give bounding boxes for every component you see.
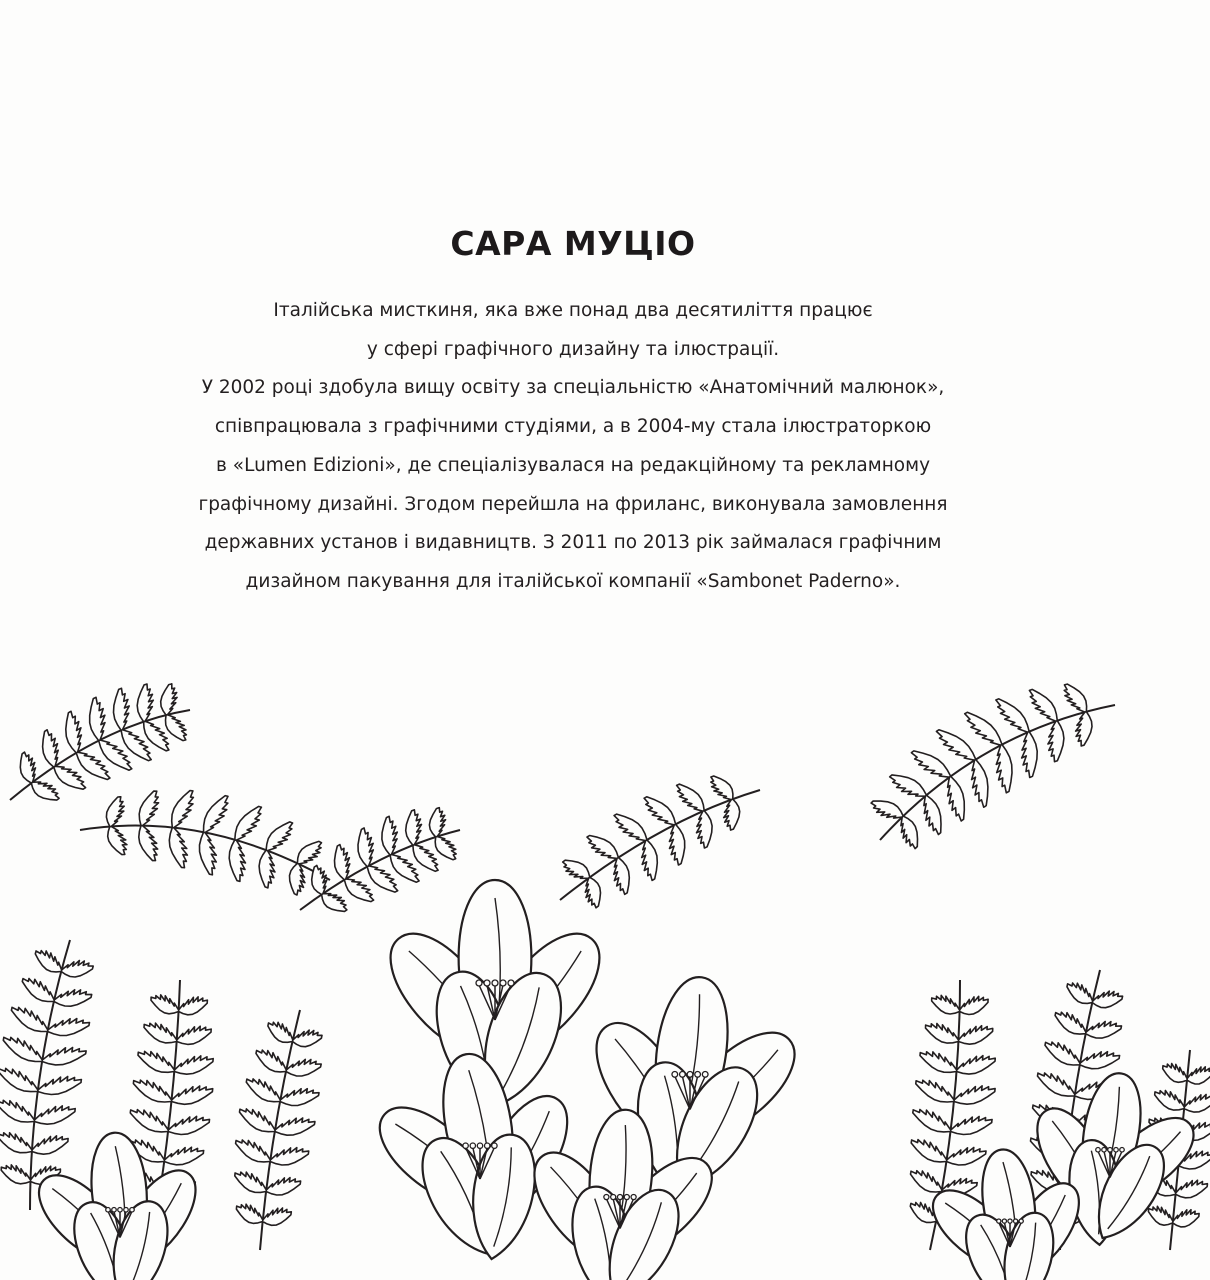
bio-line: в «Lumen Edizioni», де спеціалізувалася на редакційному та рекламному bbox=[215, 454, 931, 476]
stamen-tip bbox=[508, 980, 514, 986]
stamen-tip bbox=[1108, 1148, 1113, 1153]
stamen-tip bbox=[997, 1219, 1001, 1223]
bio-line: у сфері графічного дизайну та ілюстрації. bbox=[366, 338, 780, 360]
page-title: САРА МУЦІО bbox=[450, 224, 696, 263]
stamen-tip bbox=[1019, 1219, 1023, 1223]
bio-line: графічному дизайні. Згодом перейшла на фриланс, виконувала замовлення bbox=[198, 493, 948, 515]
stamen-tip bbox=[1002, 1219, 1006, 1223]
stamen-tip bbox=[477, 1143, 482, 1148]
stamen-tip bbox=[1102, 1148, 1107, 1153]
fern-frond bbox=[10, 684, 190, 800]
stamen-tip bbox=[124, 1208, 129, 1213]
fern-frond bbox=[300, 808, 460, 912]
stamen-tip bbox=[604, 1195, 609, 1200]
fern-and-flower-drawing bbox=[0, 650, 1210, 1280]
fern-frond bbox=[0, 940, 93, 1210]
stamen-tip bbox=[130, 1208, 135, 1213]
stamen-tip bbox=[624, 1195, 629, 1200]
stamen-tip bbox=[687, 1072, 693, 1078]
stamen-tip bbox=[680, 1072, 686, 1078]
bio-line: дизайном пакування для італійської компанії «Sambonet Paderno». bbox=[245, 570, 901, 592]
fern-frond bbox=[871, 684, 1115, 849]
stamen-tip bbox=[112, 1208, 117, 1213]
bio-line: Італійська мисткиня, яка вже понад два десятиліття працює bbox=[273, 300, 873, 321]
stamen-tip bbox=[695, 1072, 701, 1078]
stamen-tip bbox=[484, 980, 490, 986]
stamen-tip bbox=[611, 1195, 616, 1200]
stamen-tip bbox=[1008, 1219, 1012, 1223]
stamen-tip bbox=[702, 1072, 708, 1078]
stamen-tip bbox=[476, 980, 482, 986]
botanical-line-illustration bbox=[0, 650, 1210, 1280]
stamen-tip bbox=[672, 1072, 678, 1078]
stamen-tip bbox=[463, 1143, 468, 1148]
stamen-tip bbox=[485, 1143, 490, 1148]
biography-text bbox=[0, 292, 1146, 602]
fern-frond bbox=[560, 776, 760, 908]
stamen-tip bbox=[1114, 1148, 1119, 1153]
stamen-tip bbox=[1014, 1219, 1018, 1223]
bio-line: У 2002 році здобула вищу освіту за спеціальністю «Анатомічний малюнок», bbox=[201, 377, 945, 399]
stamen-tip bbox=[492, 1143, 497, 1148]
stamen-tip bbox=[470, 1143, 475, 1148]
stamen-tip bbox=[1120, 1148, 1125, 1153]
stamen-tip bbox=[492, 980, 498, 986]
stamen-tip bbox=[1096, 1148, 1101, 1153]
stamen-tip bbox=[106, 1208, 111, 1213]
fern-frond bbox=[80, 791, 330, 895]
stamen-tip bbox=[118, 1208, 123, 1213]
stamen-tip bbox=[631, 1195, 636, 1200]
bio-line: співпрацювала з графічними студіями, а в 2004-му стала ілюстраторкою bbox=[214, 416, 932, 438]
stamen-tip bbox=[500, 980, 506, 986]
fern-frond bbox=[235, 1010, 322, 1250]
stamen-tip bbox=[617, 1195, 622, 1200]
bio-line: державних установ і видавництв. З 2011 по 2013 рік займалася графічним bbox=[204, 532, 942, 554]
